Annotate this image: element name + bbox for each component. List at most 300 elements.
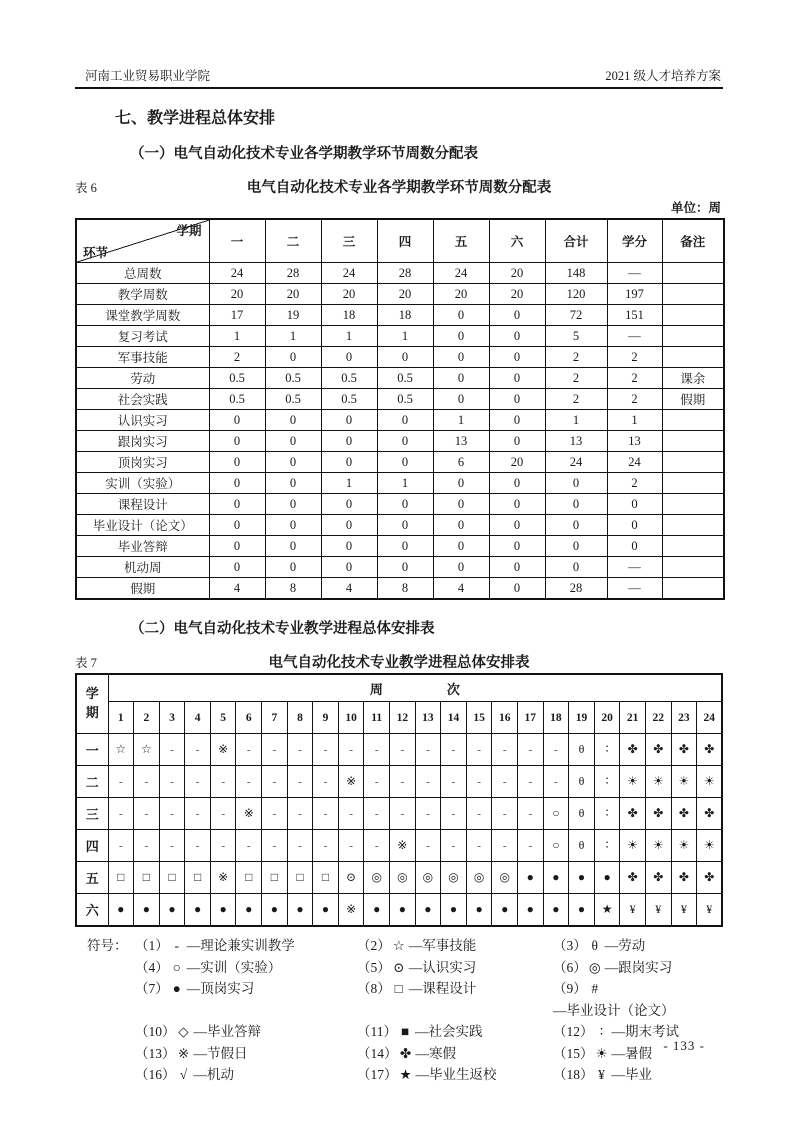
legend-item-number: （14）	[357, 1045, 398, 1061]
table6-row	[76, 452, 724, 473]
table7-symbol-cell: ●	[518, 862, 544, 894]
table6-cell: 0	[321, 431, 377, 452]
table7-symbol-cell: -	[287, 766, 313, 798]
legend-symbol-icon: ■	[400, 1024, 410, 1039]
table6-row-label: 跟岗实习	[76, 431, 209, 452]
table7-title: 电气自动化技术专业教学进程总体安排表	[268, 655, 530, 671]
table6-cell: 18	[321, 305, 377, 326]
table6-cell: 0	[209, 473, 265, 494]
table6-row	[76, 515, 724, 536]
table6-cell: —	[607, 578, 662, 600]
table7-week-number: 8	[287, 702, 313, 734]
table6-corner-cell	[76, 219, 209, 263]
table6-cell: 0.5	[377, 389, 433, 410]
table7-semester-header	[76, 674, 108, 734]
table7-symbol-cell: -	[313, 734, 339, 766]
table6-column-header: 学分	[607, 219, 662, 263]
table6-cell: 0	[433, 473, 489, 494]
table7-symbol-cell: ●	[185, 894, 211, 927]
table7-symbol-cell: ●	[569, 894, 595, 927]
table6-cell	[662, 347, 724, 368]
table7-symbol-cell: -	[210, 798, 236, 830]
table6-cell: 0	[321, 410, 377, 431]
symbol-legend	[87, 935, 723, 1086]
table7-symbol-cell: -	[159, 830, 185, 862]
table7-symbol-cell: ●	[569, 862, 595, 894]
table6-cell: 1	[545, 410, 607, 431]
table7-caption	[75, 651, 723, 671]
table6-unit: 单位：周	[670, 201, 721, 215]
table6-row	[76, 284, 724, 305]
legend-item-number: （2）	[357, 938, 391, 953]
table6-cell: 0	[545, 473, 607, 494]
legend-symbol-icon: ◎	[588, 959, 601, 975]
legend-item	[553, 935, 723, 957]
table6-cell: 28	[265, 263, 321, 284]
table6-cell: 0	[545, 557, 607, 578]
table7-symbol-cell: -	[518, 830, 544, 862]
table7-symbol-cell: ●	[262, 894, 288, 927]
table7-symbol-cell: □	[287, 862, 313, 894]
table7-week-number: 3	[159, 702, 185, 734]
table6-cell: 0	[433, 389, 489, 410]
table7-symbol-cell: -	[390, 766, 416, 798]
table7-symbol-cell: ✤	[645, 862, 671, 894]
table7-symbol-cell: ●	[390, 894, 416, 927]
table7-symbol-cell: ☆	[108, 734, 134, 766]
table7-symbol-cell: ☀	[620, 830, 646, 862]
legend-item-number: （5）	[357, 959, 391, 975]
table7-week-number: 17	[518, 702, 544, 734]
table6-cell: 0	[489, 578, 545, 600]
table7-symbol-cell: ★	[594, 894, 620, 927]
legend-item-number: （13）	[135, 1045, 176, 1061]
table6-cell: 0	[265, 431, 321, 452]
table6-column-header: 四	[377, 219, 433, 263]
table6-row	[76, 368, 724, 389]
legend-item-desc: —寒假	[415, 1045, 456, 1061]
table6-cell: 0	[489, 389, 545, 410]
table7-week-number: 22	[645, 702, 671, 734]
table6-cell: 0	[321, 494, 377, 515]
table7-symbol-cell: θ	[569, 798, 595, 830]
table7-symbol-cell: -	[159, 766, 185, 798]
table7-symbol-cell: ●	[364, 894, 390, 927]
table6-row-label: 假期	[76, 578, 209, 600]
legend-symbol-icon: ※	[177, 1045, 190, 1061]
table6-cell: 0	[433, 368, 489, 389]
table6-cell: 4	[321, 578, 377, 600]
table6-cell: 2	[545, 347, 607, 368]
table7-symbol-cell: -	[364, 734, 390, 766]
legend-item-number: （3）	[553, 938, 587, 953]
table7-symbol-cell: ●	[594, 862, 620, 894]
table6-cell: 0	[545, 494, 607, 515]
legend-item	[357, 978, 553, 1021]
table6-row	[76, 410, 724, 431]
table6-cell: 0	[377, 515, 433, 536]
table7-row	[76, 862, 722, 894]
table6-cell: 4	[209, 578, 265, 600]
legend-row	[87, 1021, 723, 1043]
legend-item	[135, 1043, 357, 1065]
table6-cell: 1	[321, 473, 377, 494]
table6-cell: 0	[377, 410, 433, 431]
table6-cell: 0.5	[265, 368, 321, 389]
table6-cell: 4	[433, 578, 489, 600]
table6-cell: 0	[489, 410, 545, 431]
table6-row	[76, 263, 724, 284]
table7-symbol-cell: □	[159, 862, 185, 894]
table6-row-label: 课程设计	[76, 494, 209, 515]
legend-item	[357, 957, 553, 979]
table6-cell	[662, 515, 724, 536]
table6-row-label: 机动周	[76, 557, 209, 578]
table6-cell: 0	[265, 410, 321, 431]
legend-symbol-icon: ○	[172, 959, 181, 975]
legend-row	[87, 978, 723, 1021]
table6-cell: 8	[377, 578, 433, 600]
legend-symbol-icon: ★	[399, 1067, 412, 1082]
table6-cell: 20	[209, 284, 265, 305]
table6-cell: 0	[209, 536, 265, 557]
table7-symbol-cell: ¥	[645, 894, 671, 927]
table7-symbol-cell: ☀	[645, 766, 671, 798]
table7-symbol-cell: -	[313, 830, 339, 862]
table7-week-number: 18	[543, 702, 569, 734]
legend-item	[135, 1021, 357, 1043]
table7-week-number: 15	[466, 702, 492, 734]
header-plan-name: 2021 级人才培养方案	[605, 69, 721, 83]
table7-symbol-cell: ◎	[364, 862, 390, 894]
table6-row	[76, 389, 724, 410]
table6-cell: 0	[433, 347, 489, 368]
legend-item-number: （8）	[357, 981, 391, 996]
table6-cell: 0	[489, 326, 545, 347]
table7-symbol-cell: -	[262, 830, 288, 862]
table6-cell	[662, 263, 724, 284]
table7-semester-label: 二	[76, 766, 108, 798]
table6-title: 电气自动化技术专业各学期教学环节周数分配表	[246, 180, 552, 196]
table6-cell	[662, 494, 724, 515]
table6-cell: 72	[545, 305, 607, 326]
table7-row	[76, 734, 722, 766]
table6-cell: 28	[377, 263, 433, 284]
table7-symbol-cell: ●	[134, 894, 160, 927]
legend-symbol-icon: #	[591, 981, 599, 996]
table7-symbol-cell: -	[518, 798, 544, 830]
table7-symbol-cell: ✤	[697, 798, 723, 830]
table7-symbol-cell: -	[287, 798, 313, 830]
table7-row	[76, 766, 722, 798]
table7-week-number: 5	[210, 702, 236, 734]
table7-week-number: 13	[415, 702, 441, 734]
table6-column-header: 合计	[545, 219, 607, 263]
table6-cell: 20	[377, 284, 433, 305]
legend-symbol-icon: ¥	[598, 1067, 605, 1082]
document-header	[75, 66, 723, 87]
table7-semester-label: 三	[76, 798, 108, 830]
table6-cell: 0	[607, 494, 662, 515]
table6-row-label: 社会实践	[76, 389, 209, 410]
table7-symbol-cell: -	[236, 830, 262, 862]
table6-cell: 0	[321, 536, 377, 557]
table7-symbol-cell: ◎	[390, 862, 416, 894]
table6-cell: 0	[489, 473, 545, 494]
table6-cell	[662, 473, 724, 494]
table6-cell: 2	[607, 473, 662, 494]
table6-cell: 0.5	[377, 368, 433, 389]
legend-item	[135, 978, 357, 1021]
table7-week-number: 9	[313, 702, 339, 734]
table7-symbol-cell: ※	[236, 798, 262, 830]
table7-symbol-cell: ●	[313, 894, 339, 927]
table6-cell: 13	[607, 431, 662, 452]
table6-cell: 2	[545, 389, 607, 410]
table7-symbol-cell: -	[518, 766, 544, 798]
table6-cell: 课余	[662, 368, 724, 389]
table6-cell: 1	[321, 326, 377, 347]
table6-column-header: 六	[489, 219, 545, 263]
table6-cell: 24	[209, 263, 265, 284]
table7-symbol-cell: -	[185, 734, 211, 766]
table7-symbol-cell: ☀	[671, 830, 697, 862]
table7-symbol-cell: -	[236, 734, 262, 766]
table6-cell: 0	[209, 557, 265, 578]
legend-item-desc: —毕业	[611, 1067, 652, 1082]
week-header-right: 次	[446, 681, 460, 697]
legend-row	[87, 935, 723, 957]
table7-symbol-cell: ☀	[645, 830, 671, 862]
table7-semester-label: 六	[76, 894, 108, 927]
table7-symbol-cell: θ	[569, 734, 595, 766]
table6-cell: 0	[377, 536, 433, 557]
table6-label: 表 6	[75, 181, 97, 195]
table7-week-number: 4	[185, 702, 211, 734]
table7-symbol-cell: ◎	[492, 862, 518, 894]
table7-symbol-cell: ●	[492, 894, 518, 927]
table6-cell	[662, 431, 724, 452]
table7-week-number: 21	[620, 702, 646, 734]
table7-symbol-cell: -	[262, 766, 288, 798]
legend-item-desc: —理论兼实训教学	[186, 938, 295, 953]
corner-activity-label: 环节	[83, 246, 109, 260]
table7-symbol-cell: ⊙	[338, 862, 364, 894]
table6-row	[76, 326, 724, 347]
table7-week-number: 20	[594, 702, 620, 734]
subsection-title-2: （二）电气自动化技术专业教学进程总体安排表	[130, 621, 435, 637]
table6-row	[76, 536, 724, 557]
legend-item-number: （12）	[553, 1024, 594, 1039]
table7-symbol-cell: ☀	[671, 766, 697, 798]
table7-symbol-cell: ☆	[134, 734, 160, 766]
legend-item-number: （4）	[135, 959, 169, 975]
table6-cell: 2	[607, 347, 662, 368]
legend-item-desc: —军事技能	[408, 938, 477, 953]
table7-symbol-cell: -	[492, 798, 518, 830]
table7-row	[76, 894, 722, 927]
table6-cell: 0	[265, 515, 321, 536]
table7-symbol-cell: -	[466, 734, 492, 766]
legend-item-number: （6）	[553, 959, 587, 975]
table7-symbol-cell: -	[415, 830, 441, 862]
table7-symbol-cell: -	[441, 830, 467, 862]
table6-cell: 0	[433, 494, 489, 515]
legend-row	[87, 1043, 723, 1065]
table7-week-number: 19	[569, 702, 595, 734]
legend-label	[87, 1021, 135, 1043]
table7-symbol-cell: ◎	[441, 862, 467, 894]
table7-symbol-cell: □	[262, 862, 288, 894]
legend-item-desc: —跟岗实习	[604, 959, 673, 975]
table7-symbol-cell: ◎	[466, 862, 492, 894]
legend-symbol-icon: □	[394, 981, 403, 996]
legend-item-number: （15）	[553, 1045, 594, 1061]
legend-symbol-icon: ∶	[599, 1024, 604, 1039]
legend-symbol-icon: ✤	[399, 1045, 412, 1061]
table7-symbol-cell: θ	[569, 830, 595, 862]
table6-cell: 1	[377, 326, 433, 347]
table7-row	[76, 798, 722, 830]
legend-symbol-icon: ◇	[178, 1024, 189, 1039]
table6-cell: 148	[545, 263, 607, 284]
table6-row-label: 认识实习	[76, 410, 209, 431]
legend-symbol-icon: ⊙	[393, 959, 405, 975]
legend-item	[135, 957, 357, 979]
table7-week-number: 7	[262, 702, 288, 734]
legend-item-desc: —劳动	[604, 938, 646, 953]
legend-symbol-icon: √	[179, 1067, 188, 1082]
table7-week-number: 12	[390, 702, 416, 734]
table6-cell	[662, 578, 724, 600]
table7-symbol-cell: ●	[108, 894, 134, 927]
table6-row-label: 军事技能	[76, 347, 209, 368]
table6-cell: 151	[607, 305, 662, 326]
legend-item	[357, 935, 553, 957]
table6-row	[76, 305, 724, 326]
table6-cell: 0	[265, 452, 321, 473]
table6-cell: 0	[377, 494, 433, 515]
table7-symbol-cell: -	[185, 830, 211, 862]
table7-symbol-cell: θ	[569, 766, 595, 798]
table7-symbol-cell: □	[134, 862, 160, 894]
table7-symbol-cell: ¥	[620, 894, 646, 927]
table6-cell: 0	[265, 536, 321, 557]
table6-row	[76, 578, 724, 600]
table6-cell: 6	[433, 452, 489, 473]
table6-cell: 0	[321, 515, 377, 536]
table6-cell: 1	[377, 473, 433, 494]
table7-symbol-cell: -	[338, 830, 364, 862]
legend-label: 符号：	[87, 938, 128, 953]
table7-symbol-cell: ●	[518, 894, 544, 927]
subsection-title-1: （一）电气自动化技术专业各学期教学环节周数分配表	[130, 146, 478, 162]
table7-symbol-cell: ●	[287, 894, 313, 927]
table7-symbol-cell: -	[185, 766, 211, 798]
table6-cell: 20	[489, 284, 545, 305]
table7-symbol-cell: -	[210, 830, 236, 862]
table6-cell: 0	[209, 494, 265, 515]
table6-cell: 20	[433, 284, 489, 305]
table7-label: 表 7	[75, 656, 97, 670]
legend-item-desc: —毕业生返校	[415, 1067, 497, 1082]
table6-cell	[662, 452, 724, 473]
table6-cell: 0	[321, 452, 377, 473]
legend-item-desc: —认识实习	[408, 959, 477, 975]
table6-row-label: 总周数	[76, 263, 209, 284]
table6-cell: 0	[265, 347, 321, 368]
table7-symbol-cell: -	[108, 830, 134, 862]
table7-week-number: 23	[671, 702, 697, 734]
table6-cell: 17	[209, 305, 265, 326]
table7-symbol-cell: ※	[210, 734, 236, 766]
table7-symbol-cell: -	[364, 830, 390, 862]
weeks-allocation-table	[75, 218, 725, 600]
table6-header-row	[76, 219, 724, 263]
table7-week-number: 10	[338, 702, 364, 734]
table7-symbol-cell: -	[287, 830, 313, 862]
table7-symbol-cell: ✤	[671, 798, 697, 830]
table6-cell: 20	[321, 284, 377, 305]
table6-cell: 0	[489, 347, 545, 368]
table7-symbol-cell: ●	[415, 894, 441, 927]
table6-row	[76, 347, 724, 368]
table6-cell: 0	[545, 515, 607, 536]
table6-cell: 24	[545, 452, 607, 473]
legend-item-number: （17）	[357, 1067, 398, 1082]
legend-symbol-icon: ●	[172, 981, 181, 996]
table6-cell: 0	[545, 536, 607, 557]
legend-item	[135, 1064, 357, 1086]
table7-symbol-cell: -	[287, 734, 313, 766]
table7-symbol-cell: -	[134, 830, 160, 862]
table7-header-row-1	[76, 674, 722, 702]
table7-symbol-cell: -	[338, 734, 364, 766]
legend-item	[553, 1064, 723, 1086]
table7-symbol-cell: □	[108, 862, 134, 894]
legend-item-desc: —节假日	[193, 1045, 248, 1061]
table6-cell: 8	[265, 578, 321, 600]
table6-column-header: 一	[209, 219, 265, 263]
table6-cell: 0	[489, 431, 545, 452]
table6-cell: 0.5	[209, 368, 265, 389]
table6-row	[76, 473, 724, 494]
table6-caption	[75, 176, 723, 196]
table7-symbol-cell: ✤	[671, 862, 697, 894]
legend-item	[357, 1043, 553, 1065]
table6-cell: 0	[209, 431, 265, 452]
table6-cell: 2	[607, 368, 662, 389]
table6-row-label: 课堂教学周数	[76, 305, 209, 326]
table7-symbol-cell: -	[466, 766, 492, 798]
table6-cell: 0	[209, 452, 265, 473]
table7-symbol-cell: ✤	[697, 862, 723, 894]
table6-row	[76, 494, 724, 515]
table7-week-number: 11	[364, 702, 390, 734]
table7-week-number: 24	[697, 702, 723, 734]
legend-item-number: （7）	[135, 981, 169, 996]
table6-cell: 假期	[662, 389, 724, 410]
table7-symbol-cell: ※	[338, 766, 364, 798]
table7-symbol-cell: -	[415, 734, 441, 766]
table6-column-header: 二	[265, 219, 321, 263]
table6-cell: 0	[489, 536, 545, 557]
table6-cell: 0	[377, 347, 433, 368]
table7-symbol-cell: -	[543, 734, 569, 766]
table7-symbol-cell: -	[492, 734, 518, 766]
table6-cell: 0.5	[321, 389, 377, 410]
table6-cell: 0	[489, 494, 545, 515]
